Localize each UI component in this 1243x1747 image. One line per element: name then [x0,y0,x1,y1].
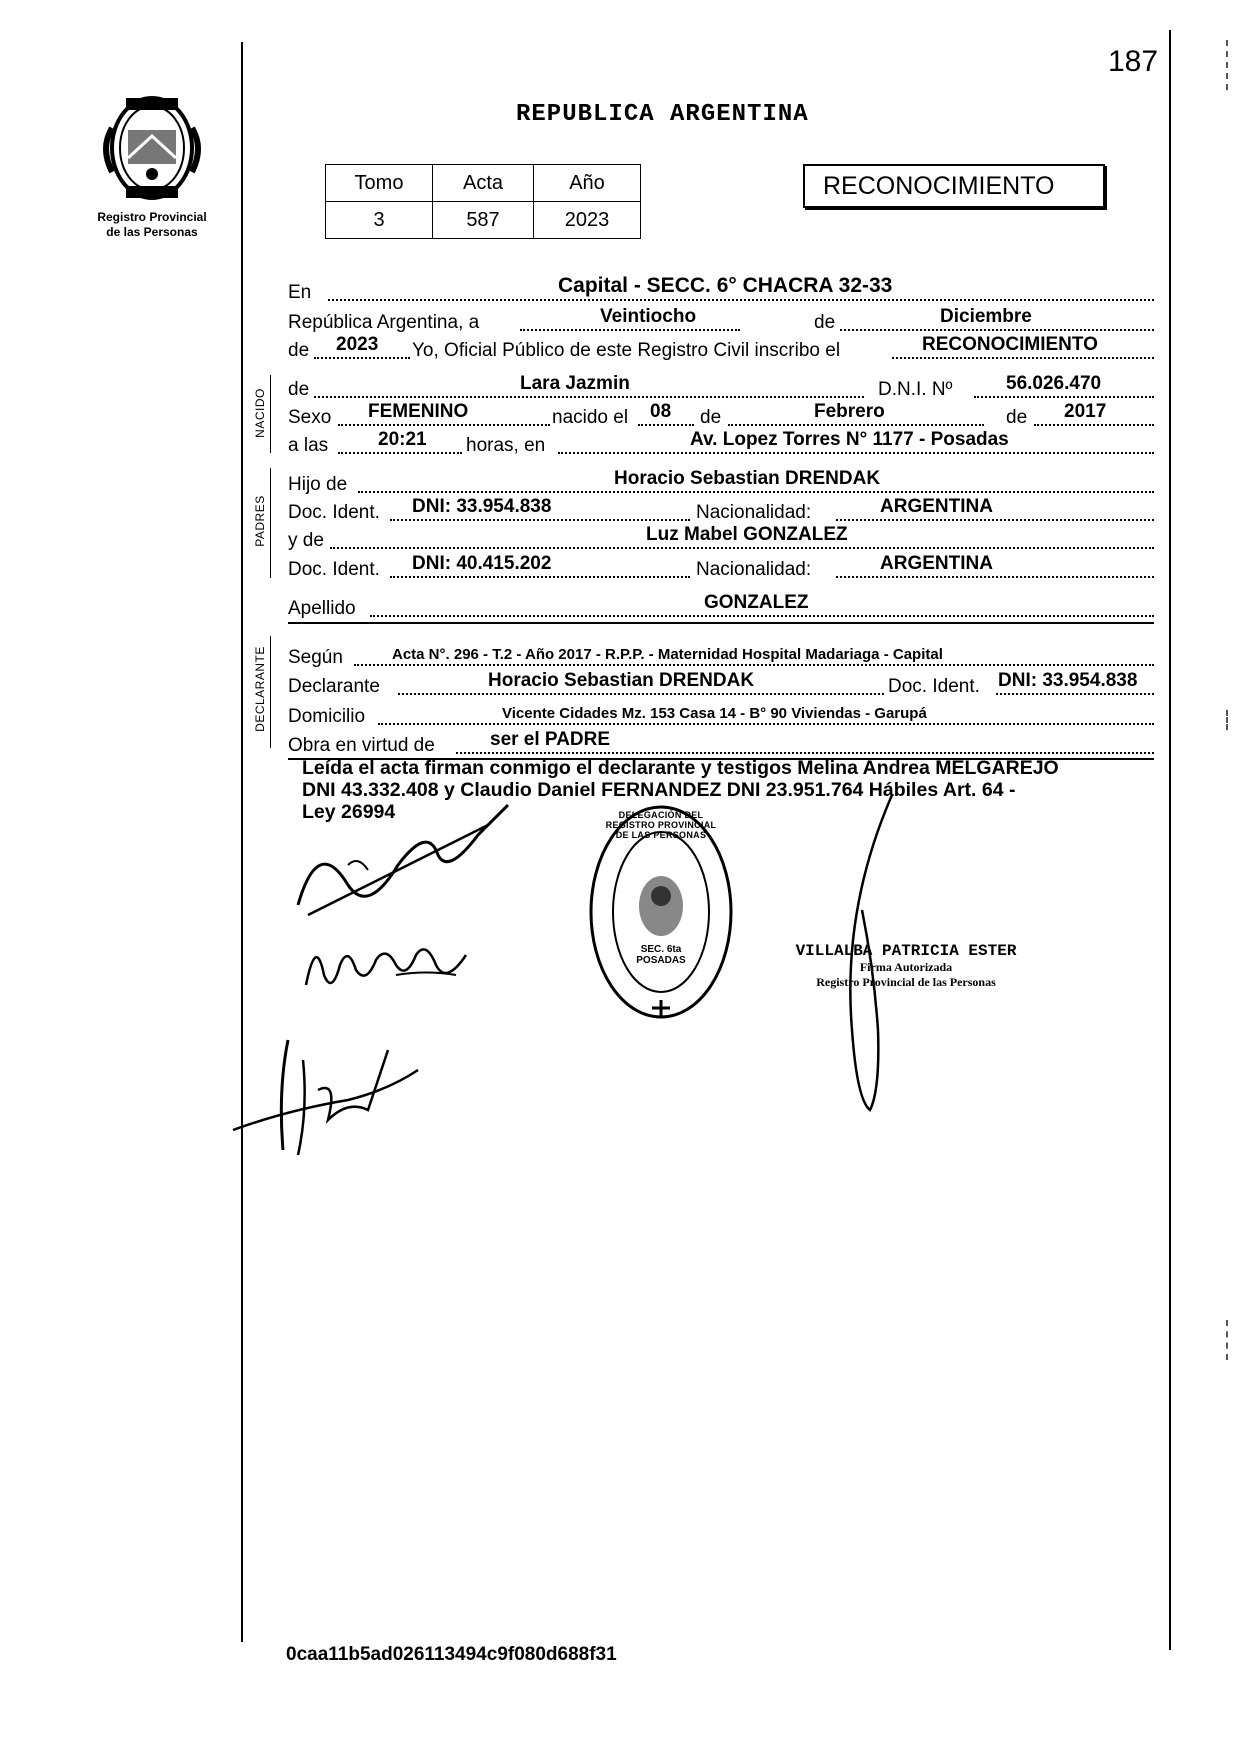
official-block [766,942,1046,990]
value-obra: ser el PADRE [490,729,611,750]
label-de-mes: de [700,407,722,428]
label-de-conector: de [814,312,836,333]
logo [88,88,216,248]
left-margin-line [241,42,243,1642]
row-en [288,274,1154,304]
label-obra: Obra en virtud de [288,735,435,756]
row-nombre [288,375,1154,401]
value-padre-doc: DNI: 33.954.838 [412,496,552,517]
value-anio-acta: 2023 [336,334,379,355]
row-madre [288,526,1154,552]
label-nacionalidad-2: Nacionalidad: [696,559,812,580]
table-header-acta: Acta [433,165,534,202]
nacido-bracket [270,375,271,453]
label-domicilio: Domicilio [288,706,366,727]
label-nacido-el: nacido el [552,407,629,428]
label-declarante: Declarante [288,676,380,697]
doc-type-box [803,164,1105,208]
logo-caption-1: Registro Provincial [97,210,207,224]
right-margin-line [1169,30,1171,1650]
value-madre: Luz Mabel GONZALEZ [646,524,848,545]
label-doc-ident-1: Doc. Ident. [288,502,380,523]
row-declarante [288,672,1154,698]
row-obra [288,731,1154,757]
stamp-ring-text: DELEGACIÓN DEL REGISTRO PROVINCIAL DE LAS PERSONAS [605,810,717,840]
label-doc-ident-2: Doc. Ident. [288,559,380,580]
reference-table [325,164,641,239]
side-label-padres: PADRES [253,495,267,547]
value-sexo: FEMENINO [368,401,469,422]
row-padre [288,470,1154,496]
signature-declarante [288,795,518,925]
value-dia-nac: 08 [650,401,672,422]
declarante-bracket [270,636,271,748]
label-y-de: y de [288,530,324,551]
edge-mark-3 [1226,1320,1231,1360]
official-role: Firma Autorizada [859,960,953,974]
table-header-anio: Año [534,165,641,202]
official-office: Registro Provincial de las Personas [816,975,996,989]
label-de-row3: de [288,340,310,361]
value-mes-acta: Diciembre [940,306,1032,327]
label-en: En [288,282,312,303]
label-sexo: Sexo [288,407,332,428]
value-domicilio: Vicente Cidades Mz. 153 Casa 14 - B° 90 Viviendas - Garupá [502,705,927,722]
value-lugar: Capital - SECC. 6° CHACRA 32-33 [558,274,893,297]
table-value-anio: 2023 [534,202,641,239]
row-hora [288,431,1154,457]
logo-caption-2: de las Personas [106,225,198,239]
value-padre: Horacio Sebastian DRENDAK [614,468,881,489]
footer-hash: 0caa11b5ad026113494c9f080d688f31 [286,1644,617,1665]
value-madre-nac: ARGENTINA [880,553,993,574]
value-apellido: GONZALEZ [704,592,809,613]
label-de-nombre: de [288,379,310,400]
label-dni: D.N.I. Nº [878,379,953,400]
label-a-las: a las [288,435,329,456]
official-name: VILLALBA PATRICIA ESTER [795,942,1017,960]
row-sexo [288,403,1154,429]
label-doc-ident-decl: Doc. Ident. [888,676,980,697]
value-anio-nac: 2017 [1064,401,1107,422]
value-dni: 56.026.470 [1006,373,1102,394]
closing-line-2: DNI 43.332.408 y Claudio Daniel FERNANDEZ DNI 23.951.764 Hábiles Art. 64 - [302,779,1016,801]
table-value-acta: 587 [433,202,534,239]
apellido-underline [288,622,1154,624]
value-madre-doc: DNI: 40.415.202 [412,553,552,574]
value-padre-nac: ARGENTINA [880,496,993,517]
side-label-declarante: DECLARANTE [253,646,267,732]
value-declarante-doc: DNI: 33.954.838 [998,670,1138,691]
page-title: REPUBLICA ARGENTINA [516,101,809,128]
row-fecha [288,308,1154,334]
value-dia: Veintiocho [600,306,697,327]
edge-mark-2 [1226,710,1231,730]
row-inscribo [288,336,1154,362]
closing-line-3: Ley 26994 [302,801,396,823]
table-header-tomo: Tomo [326,165,433,202]
label-republica: República Argentina, a [288,312,480,333]
value-nombre: Lara Jazmin [520,373,630,394]
padres-bracket [270,468,271,578]
label-horas-en: horas, en [466,435,546,456]
doc-type-label: RECONOCIMIENTO [823,172,1055,200]
row-segun [288,643,1154,669]
value-segun: Acta N°. 296 - T.2 - Año 2017 - R.P.P. - Maternidad Hospital Madariaga - Capital [392,646,943,663]
value-hora: 20:21 [378,429,427,450]
value-mes-nac: Febrero [814,401,885,422]
registry-stamp [586,800,736,1024]
stamp-inner-text: SEC. 6ta POSADAS [636,944,686,966]
province-seal-icon [88,88,216,208]
label-segun: Según [288,647,343,668]
table-value-tomo: 3 [326,202,433,239]
signature-melgarejo [296,925,476,1005]
label-nacionalidad-1: Nacionalidad: [696,502,812,523]
label-apellido: Apellido [288,598,356,619]
row-apellido [288,594,1154,620]
signature-fernandez [228,1030,428,1160]
value-tipo: RECONOCIMIENTO [922,334,1098,355]
edge-mark-1 [1226,40,1231,90]
page-number: 187 [1108,45,1159,78]
side-label-nacido: NACIDO [253,388,267,438]
row-padre-doc [288,498,1154,524]
closing-line-1: Leída el acta firman conmigo el declarante y testigos Melina Andrea MELGAREJO [302,757,1059,779]
row-domicilio [288,702,1154,728]
row-madre-doc [288,555,1154,581]
label-hijo-de: Hijo de [288,474,348,495]
value-lugar-nac: Av. Lopez Torres N° 1177 - Posadas [690,429,1009,450]
label-de-anio: de [1006,407,1028,428]
value-declarante: Horacio Sebastian DRENDAK [488,670,755,691]
label-yo-oficial: Yo, Oficial Público de este Registro Civil inscribo el [412,340,841,361]
